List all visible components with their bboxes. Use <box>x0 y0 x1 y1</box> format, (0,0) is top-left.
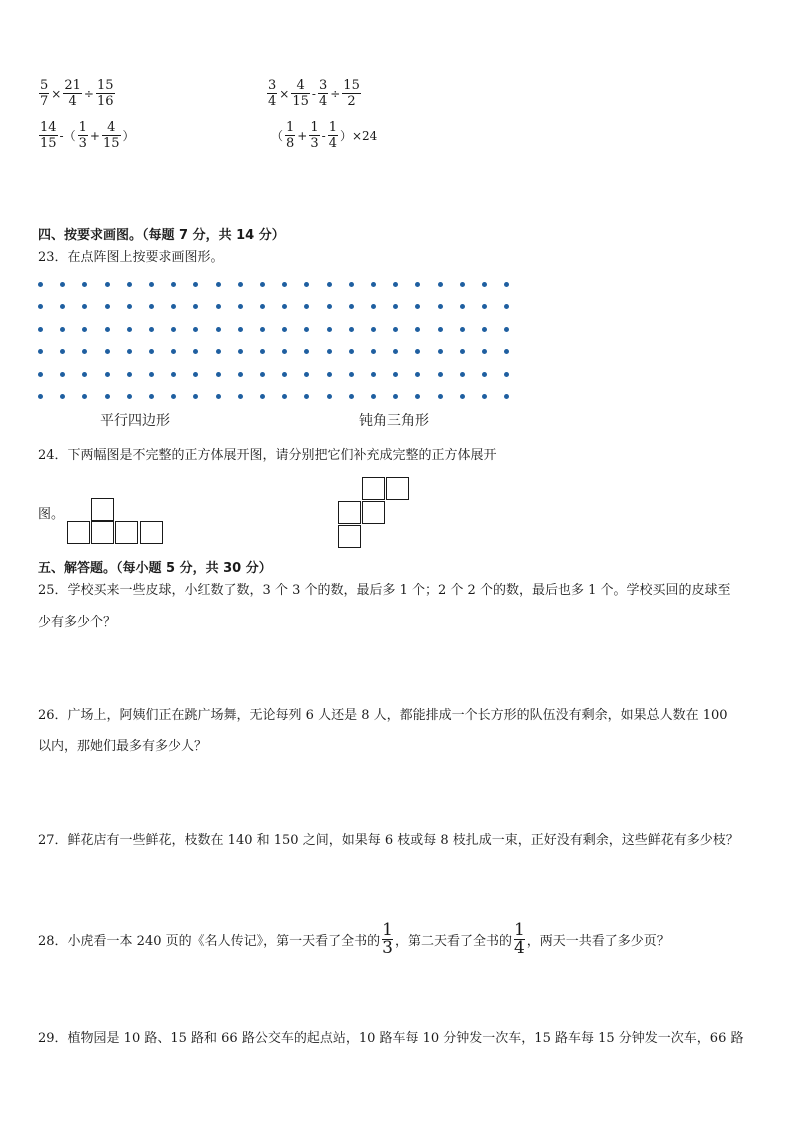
operator: -（ <box>59 129 76 143</box>
grid-dot[interactable] <box>105 349 110 354</box>
grid-dot[interactable] <box>415 327 420 332</box>
grid-dot[interactable] <box>327 282 332 287</box>
grid-dot[interactable] <box>149 372 154 377</box>
operator: - <box>311 86 316 101</box>
grid-dot[interactable] <box>193 304 198 309</box>
question-26-line-2: 以内，那她们最多有多少人？ <box>38 739 208 754</box>
grid-dot[interactable] <box>393 304 398 309</box>
operator: × <box>279 86 290 101</box>
grid-dot[interactable] <box>304 372 309 377</box>
grid-dot[interactable] <box>127 304 132 309</box>
grid-dot[interactable] <box>327 327 332 332</box>
fraction: $\frac{3}{4}$ <box>318 78 328 109</box>
grid-dot[interactable] <box>238 394 243 399</box>
grid-dot[interactable] <box>282 394 287 399</box>
grid-dot[interactable] <box>105 327 110 332</box>
net-square <box>386 477 409 500</box>
grid-dot[interactable] <box>60 282 65 287</box>
grid-dot[interactable] <box>82 304 87 309</box>
net-square <box>362 501 385 524</box>
grid-dot[interactable] <box>371 282 376 287</box>
grid-dot[interactable] <box>438 372 443 377</box>
operator: ÷ <box>330 86 341 101</box>
grid-dot[interactable] <box>193 282 198 287</box>
question-28 <box>38 922 670 957</box>
grid-dot[interactable] <box>216 372 221 377</box>
grid-dot[interactable] <box>82 282 87 287</box>
grid-dot[interactable] <box>460 394 465 399</box>
grid-dot[interactable] <box>504 349 509 354</box>
grid-dot[interactable] <box>127 372 132 377</box>
question-26-line-1: 26．广场上，阿姨们正在跳广场舞，无论每列 6 人还是 8 人，都能排成一个长方形的队伍没有剩余，如果总人数在 100 <box>38 708 728 723</box>
grid-dot[interactable] <box>304 394 309 399</box>
grid-dot[interactable] <box>238 327 243 332</box>
label-parallelogram: 平行四边形 <box>100 413 170 429</box>
grid-dot[interactable] <box>482 304 487 309</box>
grid-dot[interactable] <box>349 327 354 332</box>
grid-dot[interactable] <box>82 327 87 332</box>
grid-dot[interactable] <box>504 372 509 377</box>
question-28-part-1: 28．小虎看一本 240 页的《名人传记》，第一天看了全书的 <box>38 934 381 949</box>
grid-dot[interactable] <box>438 327 443 332</box>
fraction-one-third: $\frac{1}{3}$ <box>382 920 393 958</box>
grid-dot[interactable] <box>304 349 309 354</box>
grid-dot[interactable] <box>238 304 243 309</box>
fraction: $\frac{1}{3}$ <box>310 120 319 151</box>
grid-dot[interactable] <box>415 372 420 377</box>
grid-dot[interactable] <box>282 282 287 287</box>
grid-dot[interactable] <box>415 394 420 399</box>
expression-1 <box>38 78 116 109</box>
grid-dot[interactable] <box>171 372 176 377</box>
grid-dot[interactable] <box>171 327 176 332</box>
grid-dot[interactable] <box>415 282 420 287</box>
grid-dot[interactable] <box>438 282 443 287</box>
grid-dot[interactable] <box>149 327 154 332</box>
grid-dot[interactable] <box>216 327 221 332</box>
grid-dot[interactable] <box>260 372 265 377</box>
grid-dot[interactable] <box>260 349 265 354</box>
grid-dot[interactable] <box>415 304 420 309</box>
grid-dot[interactable] <box>349 282 354 287</box>
grid-dot[interactable] <box>127 394 132 399</box>
grid-dot[interactable] <box>393 349 398 354</box>
net-square <box>362 477 385 500</box>
question-25-line-2: 少有多少个？ <box>38 615 117 630</box>
grid-dot[interactable] <box>193 349 198 354</box>
grid-dot[interactable] <box>105 282 110 287</box>
operator: - <box>321 128 326 143</box>
fraction: $\frac{4}{15}$ <box>292 78 309 109</box>
question-28-part-3: ，两天一共看了多少页？ <box>526 934 670 949</box>
grid-dot[interactable] <box>171 304 176 309</box>
fraction: $\frac{1}{8}$ <box>286 120 295 151</box>
grid-dot[interactable] <box>327 349 332 354</box>
grid-dot[interactable] <box>349 372 354 377</box>
grid-dot[interactable] <box>371 304 376 309</box>
fraction: $\frac{15}{2}$ <box>343 78 360 109</box>
grid-dot[interactable] <box>504 282 509 287</box>
grid-dot[interactable] <box>238 282 243 287</box>
grid-dot[interactable] <box>371 372 376 377</box>
grid-dot[interactable] <box>38 327 43 332</box>
grid-dot[interactable] <box>482 372 487 377</box>
grid-dot[interactable] <box>149 349 154 354</box>
grid-dot[interactable] <box>393 372 398 377</box>
question-23-text: 23．在点阵图上按要求画图形。 <box>38 250 224 265</box>
grid-dot[interactable] <box>371 327 376 332</box>
expression-2 <box>266 78 362 109</box>
grid-dot[interactable] <box>38 282 43 287</box>
grid-dot[interactable] <box>82 349 87 354</box>
grid-dot[interactable] <box>504 327 509 332</box>
grid-dot[interactable] <box>349 349 354 354</box>
grid-dot[interactable] <box>260 394 265 399</box>
net-square <box>115 521 138 544</box>
grid-dot[interactable] <box>349 304 354 309</box>
grid-dot[interactable] <box>304 327 309 332</box>
expression-3 <box>38 120 136 151</box>
grid-dot[interactable] <box>216 304 221 309</box>
label-obtuse-triangle: 钝角三角形 <box>359 413 429 429</box>
fraction: $\frac{4}{15}$ <box>102 120 120 151</box>
grid-dot[interactable] <box>460 372 465 377</box>
fraction: $\frac{1}{4}$ <box>328 120 337 151</box>
grid-dot[interactable] <box>282 304 287 309</box>
grid-dot[interactable] <box>371 394 376 399</box>
grid-dot[interactable] <box>304 304 309 309</box>
grid-dot[interactable] <box>216 394 221 399</box>
question-24-text-2: 图。 <box>38 507 65 522</box>
fraction: $\frac{15}{16}$ <box>96 78 114 109</box>
grid-dot[interactable] <box>127 327 132 332</box>
fraction-one-fourth: $\frac{1}{4}$ <box>513 920 525 958</box>
question-25-line-1: 25．学校买来一些皮球，小红数了数，3 个 3 个的数，最后多 1 个；2 个 2 个的数，最后也多 1 个。学校买回的皮球至 <box>38 583 731 598</box>
operator: × <box>51 86 62 101</box>
grid-dot[interactable] <box>193 394 198 399</box>
net-square <box>91 521 114 544</box>
operator: + <box>89 128 100 143</box>
operator: ）×24 <box>339 129 378 143</box>
grid-dot[interactable] <box>438 394 443 399</box>
fraction: $\frac{21}{4}$ <box>64 78 81 109</box>
grid-dot[interactable] <box>504 304 509 309</box>
net-square <box>140 521 163 544</box>
grid-dot[interactable] <box>193 327 198 332</box>
grid-dot[interactable] <box>460 349 465 354</box>
operator: （ <box>271 129 284 143</box>
question-27-text: 27．鲜花店有一些鲜花，枝数在 140 和 150 之间，如果每 6 枝或每 8 枝扎成一束，正好没有剩余，这些鲜花有多少枝？ <box>38 833 739 848</box>
operator: ÷ <box>83 86 94 101</box>
grid-dot[interactable] <box>482 394 487 399</box>
net-square <box>91 498 114 521</box>
grid-dot[interactable] <box>38 394 43 399</box>
grid-dot[interactable] <box>149 394 154 399</box>
grid-dot[interactable] <box>482 282 487 287</box>
section-4-title: 四、按要求画图。（每题 7 分，共 14 分） <box>38 228 285 243</box>
net-square <box>338 501 361 524</box>
grid-dot[interactable] <box>60 304 65 309</box>
grid-dot[interactable] <box>371 349 376 354</box>
fraction: $\frac{14}{15}$ <box>40 120 57 151</box>
grid-dot[interactable] <box>171 349 176 354</box>
grid-dot[interactable] <box>327 304 332 309</box>
grid-dot[interactable] <box>82 394 87 399</box>
grid-dot[interactable] <box>149 282 154 287</box>
fraction: $\frac{1}{3}$ <box>78 120 87 151</box>
grid-dot[interactable] <box>349 394 354 399</box>
grid-dot[interactable] <box>149 304 154 309</box>
grid-dot[interactable] <box>38 349 43 354</box>
grid-dot[interactable] <box>393 282 398 287</box>
net-square <box>338 525 361 548</box>
grid-dot[interactable] <box>171 282 176 287</box>
fraction: $\frac{5}{7}$ <box>40 78 49 109</box>
grid-dot[interactable] <box>438 349 443 354</box>
grid-dot[interactable] <box>38 372 43 377</box>
grid-dot[interactable] <box>127 282 132 287</box>
grid-dot[interactable] <box>460 304 465 309</box>
grid-dot[interactable] <box>438 304 443 309</box>
question-24-text: 24．下两幅图是不完整的正方体展开图，请分别把它们补充成完整的正方体展开 <box>38 448 497 463</box>
grid-dot[interactable] <box>238 372 243 377</box>
grid-dot[interactable] <box>60 394 65 399</box>
grid-dot[interactable] <box>193 372 198 377</box>
grid-dot[interactable] <box>460 327 465 332</box>
grid-dot[interactable] <box>105 304 110 309</box>
grid-dot[interactable] <box>415 349 420 354</box>
question-29-text: 29．植物园是 10 路、15 路和 66 路公交车的起点站，10 路车每 10 分钟发一次车，15 路车每 15 分钟发一次车，66 路 <box>38 1031 744 1046</box>
grid-dot[interactable] <box>260 282 265 287</box>
grid-dot[interactable] <box>327 394 332 399</box>
grid-dot[interactable] <box>393 394 398 399</box>
expression-4 <box>270 120 378 151</box>
grid-dot[interactable] <box>171 394 176 399</box>
operator: + <box>297 128 308 143</box>
grid-dot[interactable] <box>282 327 287 332</box>
grid-dot[interactable] <box>38 304 43 309</box>
grid-dot[interactable] <box>327 372 332 377</box>
grid-dot[interactable] <box>460 282 465 287</box>
grid-dot[interactable] <box>260 304 265 309</box>
grid-dot[interactable] <box>282 372 287 377</box>
grid-dot[interactable] <box>482 349 487 354</box>
fraction: $\frac{3}{4}$ <box>268 78 277 109</box>
question-28-part-2: ，第二天看了全书的 <box>394 934 512 949</box>
grid-dot[interactable] <box>127 349 132 354</box>
net-square <box>67 521 90 544</box>
grid-dot[interactable] <box>304 282 309 287</box>
grid-dot[interactable] <box>238 349 243 354</box>
grid-dot[interactable] <box>105 372 110 377</box>
grid-dot[interactable] <box>504 394 509 399</box>
grid-dot[interactable] <box>105 394 110 399</box>
grid-dot[interactable] <box>482 327 487 332</box>
grid-dot[interactable] <box>82 372 87 377</box>
grid-dot[interactable] <box>260 327 265 332</box>
grid-dot[interactable] <box>216 282 221 287</box>
grid-dot[interactable] <box>60 372 65 377</box>
grid-dot[interactable] <box>216 349 221 354</box>
section-5-title: 五、解答题。（每小题 5 分，共 30 分） <box>38 561 272 576</box>
operator: ） <box>122 129 135 143</box>
grid-dot[interactable] <box>60 349 65 354</box>
grid-dot[interactable] <box>282 349 287 354</box>
grid-dot[interactable] <box>60 327 65 332</box>
grid-dot[interactable] <box>393 327 398 332</box>
